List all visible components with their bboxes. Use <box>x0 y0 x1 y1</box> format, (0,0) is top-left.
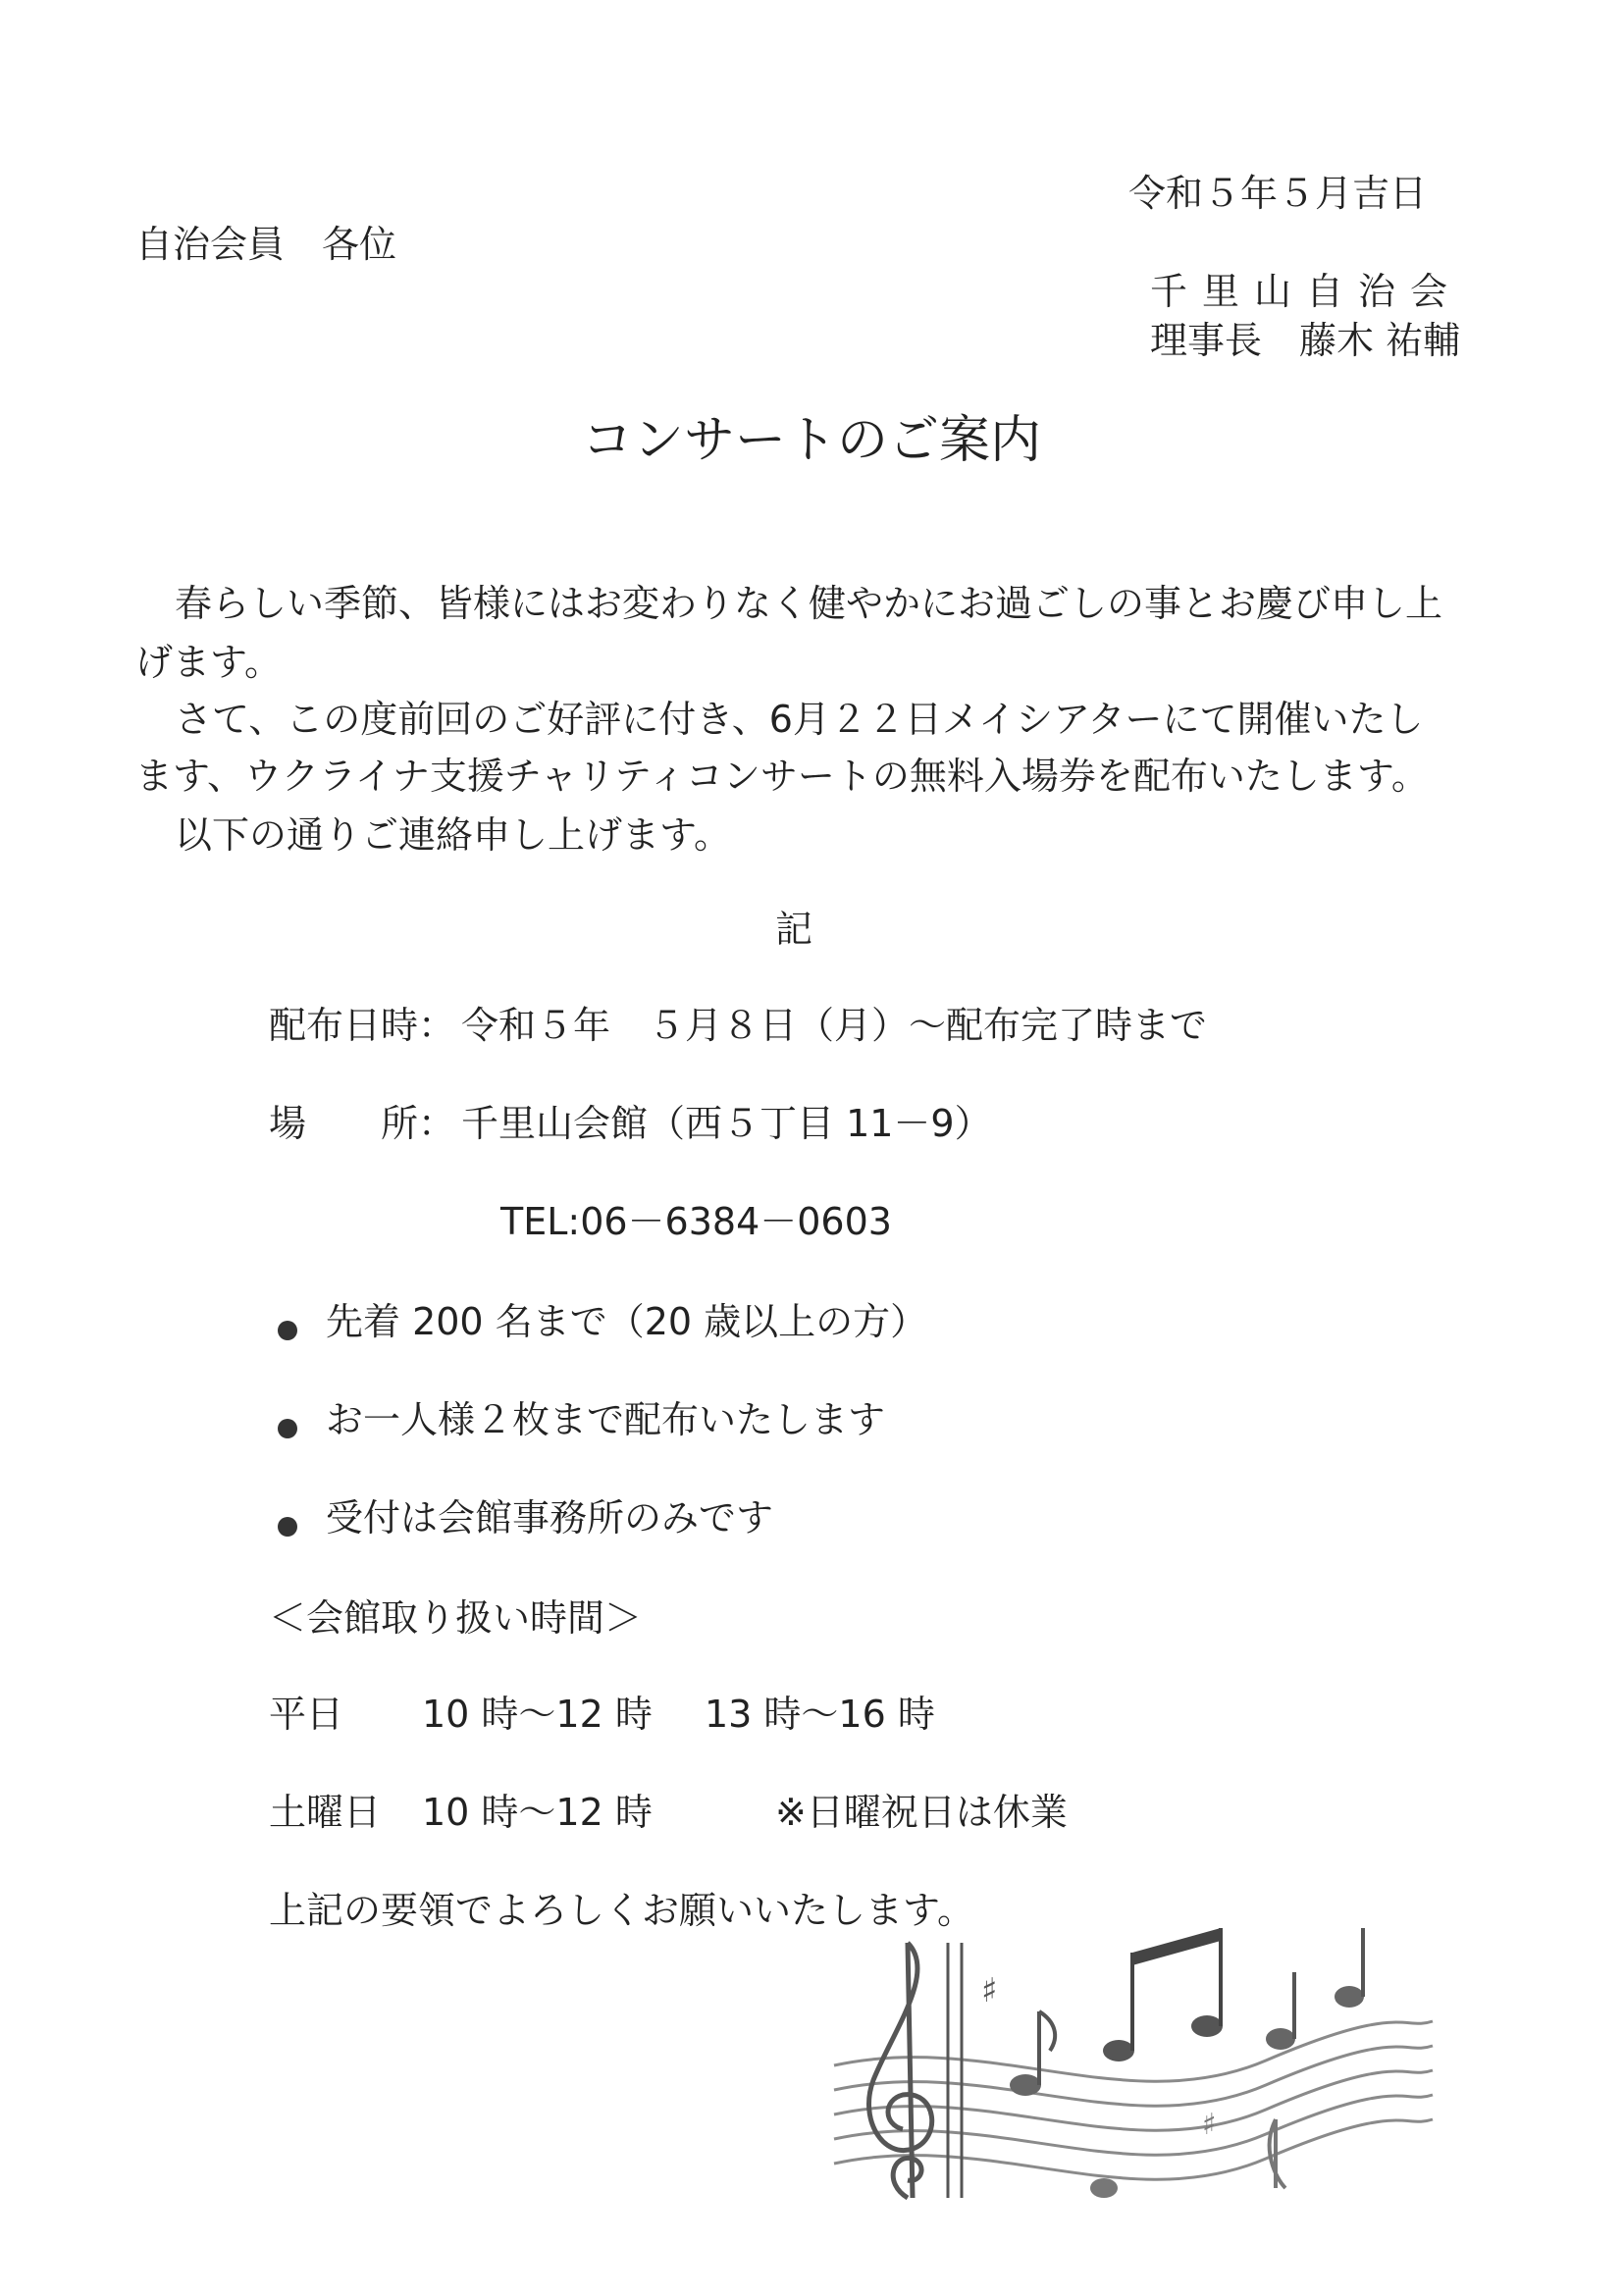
bullet-item-1: 先着 200 名まで（20 歳以上の方） <box>326 1300 928 1343</box>
bullet-icon <box>278 1419 297 1438</box>
closing-line: 上記の要領でよろしくお願いいたします。 <box>269 1889 974 1932</box>
distribution-date-label: 配布日時： <box>269 1004 456 1047</box>
recipient: 自治会員 各位 <box>135 223 397 266</box>
ki-heading: 記 <box>774 908 812 951</box>
saturday-label: 土曜日 <box>269 1791 382 1834</box>
bullet-icon <box>278 1321 297 1340</box>
bullet-item-3: 受付は会館事務所のみです <box>326 1496 774 1539</box>
weekday-morning-hours: 10 時～12 時 <box>422 1693 653 1736</box>
weekday-label: 平日 <box>269 1693 344 1736</box>
saturday-hours: 10 時～12 時 <box>422 1791 653 1834</box>
announcement-line-1: さて、この度前回のご好評に付き、6月２２日メイシアターにて開催いたし <box>175 698 1424 741</box>
chairman-name: 理事長 藤木 祐輔 <box>1150 319 1461 362</box>
organization-name: 千里山自治会 <box>1150 270 1463 313</box>
telephone-number: TEL:06－6384－0603 <box>500 1200 892 1243</box>
svg-text:♯: ♯ <box>981 1971 998 2010</box>
document-title: コンサートのご案内 <box>581 411 1041 470</box>
greeting-line-1: 春らしい季節、皆様にはお変わりなく健やかにお過ごしの事とお慶び申し上 <box>175 582 1443 625</box>
place-value: 千里山会館（西５丁目 11－9） <box>461 1102 992 1145</box>
closed-days-note: ※日曜祝日は休業 <box>775 1791 1068 1834</box>
announcement-line-2: ます、ウクライナ支援チャリティコンサートの無料入場券を配布いたします。 <box>135 755 1429 798</box>
bullet-icon <box>278 1517 297 1537</box>
greeting-line-2: げます。 <box>135 641 282 684</box>
distribution-date-value: 令和５年 ５月８日（月）～配布完了時まで <box>461 1004 1208 1047</box>
music-notes-staff-icon <box>814 1923 1442 2218</box>
hours-title: ＜会館取り扱い時間＞ <box>269 1596 643 1640</box>
place-label: 場 所： <box>269 1102 456 1145</box>
notice-line: 以下の通りご連絡申し上げます。 <box>175 813 731 857</box>
weekday-afternoon-hours: 13 時～16 時 <box>705 1693 935 1736</box>
bullet-item-2: お一人様２枚まで配布いたします <box>326 1398 886 1441</box>
svg-text:♯: ♯ <box>1202 2108 1217 2142</box>
document-date: 令和５年５月吉日 <box>1128 172 1428 215</box>
